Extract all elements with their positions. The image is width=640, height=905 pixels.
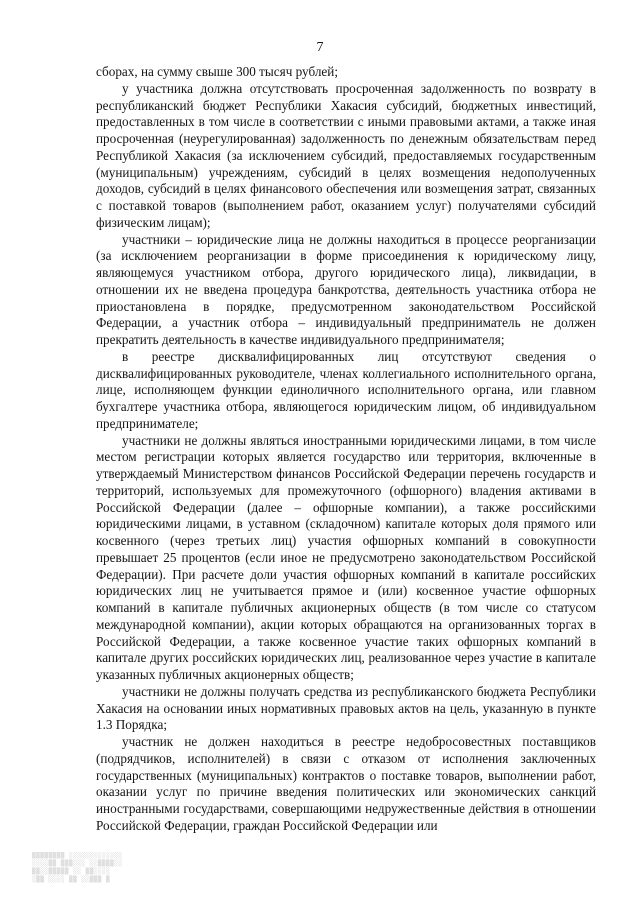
paragraph-other-budget-funds: участники не должны получать средства из республиканского бюджета Республики Хакасия на основании иных нормативных правовых актов на цель, указанную в пункте 1.3 Порядка; xyxy=(96,683,596,733)
paragraph-disqualified-persons: в реестре дисквалифицированных лиц отсутствуют сведения о дисквалифицированных руководителе, членах коллегиального исполнительного органа, лице, исполняющем функции единоличного исполнительного органа, или главном бухгалтере участника отбора, являющегося юридическим лицом, об индивидуальном предпринимателе; xyxy=(96,348,596,431)
paragraph-unfair-suppliers-registry: участник не должен находиться в реестре недобросовестных поставщиков (подрядчиков, исполнителей) в связи с отказом от исполнения заключенных государственных (муниципальных) контрактов о поставке товаров, выполнении работ, оказании услуг по причине введения политических или экономических санкций иностранными государствами, совершающими недружественные действия в отношении Российской Федерации, граждан Российской Федерации или xyxy=(96,734,596,833)
document-body xyxy=(96,64,596,835)
paragraph-reorganization: участники – юридические лица не должны находиться в процессе реорганизации (за исключением реорганизации в форме присоединения к юридическому лицу, являющемуся участником отбора, другого юридического лица), ликвидации, в отношении их не введена процедура банкротства, деятельность участника отбора не приостановлена в порядке, предусмотренном законодательством Российской Федерации, а участник отбора – индивидуальный предприниматель не должен прекратить деятельность в качестве индивидуального предпринимателя; xyxy=(96,231,596,347)
paragraph-budget-debt: у участника должна отсутствовать просроченная задолженность по возврату в республиканский бюджет Республики Хакасия субсидий, бюджетных инвестиций, предоставленных в том числе в соответствии с иными правовыми актами, а также иная просроченная (неурегулированная) задолженность по денежным обязательствам перед Республикой Хакасия (за исключением субсидий, предоставляемых государственным (муниципальным) учреждениям, субсидий в целях возмещения недополученных доходов, субсидий в целях финансового обеспечения или возмещения затрат, связанных с поставкой товаров (выполнением работ, оказанием услуг) получателями субсидий физическим лицам); xyxy=(96,80,596,230)
faded-registration-stamp: ▒▒▒▒▒▒▒▒ ░░░░░░░░░░░░░ ░░░░▒▒ ▒▒▒░░░ ░░▒▒▒▒░░ ▒▒░░▒▒▒▒▒ ░░ ▒▒░░░░ ░▒▒ ░░░░ ▒▒ ░░▒▒▒ ▒ xyxy=(32,852,123,883)
paragraph-offshore-companies: участники не должны являться иностранными юридическими лицами, в том числе местом регистрации которых является государство или территория, включенные в утверждаемый Министерством финансов Российской Федерации перечень государств и территорий, используемых для промежуточного (офшорного) владения активами в Российской Федерации (далее – офшорные компании), а также российскими юридическими лицами, в уставном (складочном) капитале которых доля прямого или косвенного (через третьих лиц) участия офшорных компаний в совокупности превышает 25 процентов (если иное не предусмотрено законодательством Российской Федерации). При расчете доли участия офшорных компаний в капитале российских юридических лиц не учитывается прямое и (или) косвенное участие офшорных компаний в капитале публичных акционерных обществ (в том числе со статусом международной компании), акции которых обращаются на организованных торгах в Российской Федерации, а также косвенное участие таких офшорных компаний в капитале других российских юридических лиц, реализованное через участие в капитале указанных публичных акционерных обществ; xyxy=(96,432,596,682)
page-number: 7 xyxy=(316,40,324,55)
paragraph-fees-continuation: сборах, на сумму свыше 300 тысяч рублей; xyxy=(96,64,339,79)
